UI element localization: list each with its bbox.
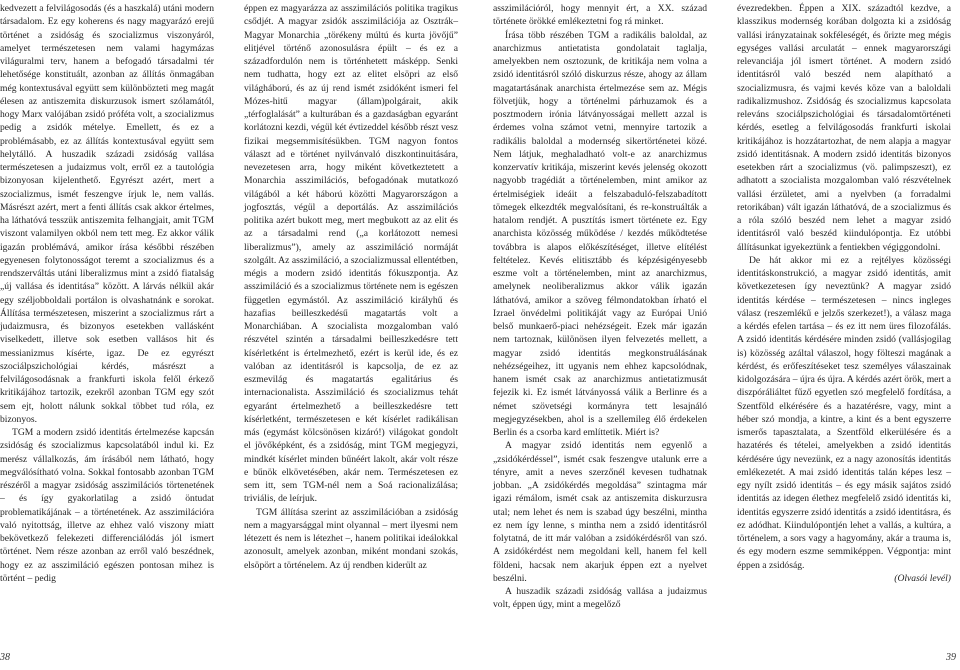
page-number-left: 38 (0, 652, 10, 663)
column-3 (493, 2, 707, 612)
paragraph: A huszadik századi zsidóság vallása a judaizmus volt, éppen úgy, mint a megelőző (493, 586, 707, 611)
paragraph: kedvezett a felvilágosodás (és a haszkalá) utáni modern társadalom. Ez egy koherens és nagy magyarázó erejű történet a zsidóság és szocializmus viszonyáról, amelyet természetesen nem valami hagymázas világuralmi terv, hanem a befogadó társadalmi tér lehetősége konstituált, azonban az állítás önmagában még kontextusával együtt sem különbözteti meg magát élesen az antiszemita diskurzusok ismert szólamától, hogy Marx valójában zsidó próféta volt, a szocializmus pedig a zsidók mételye. Emellett, és ez a problémásabb, ez az állítás kontextusával együtt sem helytálló. A huszadik századi zsidóság vallása természetesen a judaizmus volt, erről ez a tautológia bizonyosan kijelenthető. Egyrészt azért, mert a szocializmus, ismét feszengve írjuk le, nem vallás. Másrészt azért, mert a fenti állítás csak akkor értelmes, ha láthatóvá tesszük antiszemita felhangjait, amit TGM viszont valamilyen okból nem tett meg. Ez akkor válik igazán problémává, amikor írása későbbi részében egyenesen folytonosságot teremt a szocializmus és a rendszerváltás utáni liberalizmus mint a zsidó fiatalság „új vallása és identitása” között. A lárvás nélkül akár egy széljobboldali portálon is olvashatnánk e sorokat. Állítása természetesen, miszerint a szocializmus rárt a judaizmusra, és bizonyos esetekben vallásként viselkedett, illetve sok esetben vallásos hit és messianizmus kísérte, igaz. De ez egyrészt szociálpszichológiai kérdés, másrészt a felvilágosodásnak a frankfurti iskola felől érkező kritikájához tartozik, ezekről azonban TGM egy szót sem ejt, holott nálunk sokkal többet tud róla, ez bizonyos. (0, 3, 214, 425)
signature: (Olvasói levél) (894, 572, 951, 584)
paragraph: TGM a modern zsidó identitás értelmezése kapcsán zsidóság és szocializmus kapcsolatából indul ki. Ez merész vállalkozás, ám írásából nem látható, hogy megválósítható volna. Sokkal fontosabb azonban TGM részéről a magyar zsidóság asszimilációs törtenetének – és így gyakorlatilag a zsidó öntudat problematikájának – a történetének. Az asszimilációra való nyitottság, illetve az ehhez való viszony miatt bekövetkező felekezeti differenciálódás jól ismert történet. Nem része azonban az erről való beszédnek, hogy ez az asszimiláció egészen pontosan mihez is történt – pedig (0, 427, 214, 584)
paragraph: éppen ez magyarázza az asszimilációs politika tragikus csődjét. A magyar zsidók asszimilációja az Osztrák–Magyar Monarchia „törékeny múltú és kurta jövőjű” elitjével történő azonosulásra épült – és ez a századfordulón nem is történhetett másképp. Senki nem tudhatta, hogy ezt az elitet elsöpri az első világháború, és az új rend ismét zsidóként ismeri fel Mózes-hitű magyar (állam)polgárait, akik „térfoglalását” a kulturában és a gazdaságban egyaránt korlátozni kezdi, végül két évtizeddel később részt vesz fizikai megsemmisítésükben. TGM nagyon fontos választ ad e történet nyilvánvaló diszkontinuitására, nevezetesen arra, hogy miként következtetett a Monarchia asszimilációs, befogadónak mutatkozó világából a két háború közötti Magyarországon a jogfosztás, végül a deportálás. Az asszimilációs politika azért bukott meg, mert megbukott az az elit és az a társadalmi rend („a korlátozott nemesi liberalizmus”), amely az asszimiláció normáját szolgált. Az asszimiláció, a szocializmussal ellentétben, mégis a modern zsidó identitás fókuszpontja. Az asszimiláció és a szocializmus története nem is egészen független egymástól. Az asszimiláció királyhű és hazafias beilleszkedésű magatartás volt a Monarchiában. A szocialista mozgalomban való részvétel szintén a társadalmi beilleszkedésre tett kísérletként is értelmezhető, ezért is kerül ide, és ez valóban az identitásról is kapcsolja, de ez az eszmevilág és magatartás egalitárius és internacionalista. Asszimiláció és szocializmus tehát egyaránt értelmezhető a beilleszkedésre tett kísérletként, természetesen e két kísérlet radikálisan más (egymást kölcsönösen kizáró!) világokat gondolt el jövőképként, és a zsidóság, mint TGM megjegyzi, mindkét kísérlet minden bűnéért lakolt, akár volt része e bűnök elkövetésében, akár nem. Természetesen ez sem itt, sem TGM-nél nem a Soá racionalizálása; triviális, de leírjuk. (244, 3, 458, 505)
column-4 (737, 2, 951, 585)
paragraph: évezredekben. Éppen a XIX. századtól kezdve, a klasszikus modernség korában dolgozta ki a zsidóság vallási irányzatainak sokféleségét, és őrizte meg mégis egységes vallási arculatát – ennek magyarországi relevanciája jól ismert történet. A modern zsidó identitásról való beszéd nem alapítható a szocializmusra, és vajmi kevés köze van a baloldali radikalizmushoz. Zsidóság és szocializmus kapcsolata releváns szociálpszichológiai és társadalomtörténeti kérdés, esetleg a felvilágosodás frankfurti iskolai kritikájához is hozzátartozhat, de nem alapja a magyar zsidó identitásnak. A modern zsidó identitás bizonyos esetekben rárt a szocializmus (vö. palimpszeszt), ez adhatott a szocialista mozgalomban való részvételnek vallási érzületet, ami a nyelvben (a forradalmi retorikában) vált igazán láthatóvá, de a szocializmus és a róla szóló beszéd nem lehet a magyar zsidó identitásról való beszéd kiindulópontja. Ez utóbbi állításunkat igyekeztünk a fentiekben végiggondolni. (737, 3, 951, 253)
paragraph: TGM állítása szerint az asszimilációban a zsidóság nem a magyarsággal mint olyannal – mert ilyesmi nem létezett és nem is létezhet –, hanem politikai ideálokkal azonosult, amelyek azonban, miként mondani szokás, elsöpört a történelem. Az új rendben kiderült az (244, 506, 458, 571)
column-1 (0, 2, 214, 585)
column-2 (244, 2, 458, 572)
paragraph: asszimilációról, hogy mennyit ért, a XX. század története örökké emlékeztetni fog rá minket. (493, 3, 707, 28)
page-number-right: 39 (946, 652, 956, 663)
paragraph: Írása több részében TGM a radikális baloldal, az anarchizmus antietatista gondolatait taglalja, amelyekben nem osztozunk, de kritikája nem volna a zsidó identitásról szóló diskurzus része, ahogy az állam magatartásának anarchista értelmezése sem az. Mégis fölvetjük, hogy a történelmi párhuzamok és a posztmodern irónia látványosságai mellett azzal is érdemes volna számot vetni, mennyire tartozik a radikális baloldal a modernség sikertörténetei közé. Nem látjuk, meghaladható volt-e az anarchizmus konzervatív kritikája, miszerint kevés jelenség okozott nagyobb tragédiát a történelemben, mint amikor az értelmiségiek ideáit a felszabaduló-felszabadított tömegek elkezdték megvalósítani, és re-konstruálták a hatalom rendjét. A pusztítás ismert története ez. Egy anarchista közösség működése / kezdés működtetése továbbra is alapos előkészítéséget, illetve elítélést feltételez. Kevés elitisztább és képzésigényesebb eszme volt a történelemben, mint az anarchizmus, amelynek neoliberalizmus akkor válik igazán láthatóvá, amikor a szöveg félmondatokban írható el Izrael önvédelmi politikáját vagy az Európai Unió belső munkaerő-piaci nehézségeit. Ezek már igazán nem tartoznak, különösen ilyen felvezetés mellett, a magyar zsidó identitás megkonstruálásának nehézségeihez, itt ugyanis nem ehhez kapcsolódnak, hanem ismét csak az anarchizmus antietatizmusát fejezik ki. Ez ismét látványossá válik a Berlinre és a német szövetségi kormányra tett lesajnáló megjegyzésekben, ahol is a szellemileg élő érdekelen Berlin és a csorba kard említtetik. Miért is? (493, 29, 707, 438)
paragraph: De hát akkor mi ez a rejtélyes közösségi identitáskonstrukció, a magyar zsidó identitás, amit következetesen így neveztünk? A magyar zsidó identitás kérdése – természetesen – nincs ingleges válasz (reszemlékű e jelzős szerkezet!), a válasz maga a kérdés efelen tartása – és ez itt nem üres filozofálás. A zsidó identitás kérdésére minden zsidó (vallásjogilag is) közösség azáltal válaszol, hogy fölteszi magának a kérdést, és erőfeszítéseket tesz személyes válaszainak kidolgozására – újra és újra. A kérdés azért örök, mert a diszpóráliáltet fűző egyetlen szó megfelelő fordítása, a Szentföld elkérésére és a hazatérésre, vagy, mint a héber szó mondja, a kintre, a kint és a bent egyszerre ismerős tapasztalata, a Szentföld elkerülésére és a hazatérés és tételei, amelyekben a zsidó identitás kérdésére úgy nevezünk, ez a nagy azonosítás identitás emlékezetét. A mai zsidó identitás talán képes lesz – egy nyílt zsidó identitás – és egy másik sajátos zsidó identitás az idegen élethez megfelelő zsidó identitás ki, identitás egyszerre zsidó identitás a zsidó identitásra, és ez adódhat. Kiindulópontjén lehet a vallás, a kultúra, a történelem, a sors vagy a hagyomány, akár a trauma is, és egy modern eszme semmiképpen. Végpontja: mint éppen a zsidóság. (737, 254, 951, 571)
paragraph: A magyar zsidó identitás nem egyenlő a „zsidókérdéssel”, ismét csak feszengve utalunk erre a tényre, amit a neves szerzőnél kevesen tudhatnak jobban. „A zsidókérdés megoldása” szintagma már igazi rémálom, ismét csak az antiszemita diskurzusra utal; nem lehet és nem is szabad úgy beszélni, mintha ez nem így lenne, s mintha nem a zsidó identitásról folytatná, de itt már valóban a zsidókérdésről van szó. A zsidókérdést nem megoldani kell, hanem fel kell földeni, hacsak nem akarjuk éppen ezt a nyelvet beszélni. (493, 440, 707, 584)
